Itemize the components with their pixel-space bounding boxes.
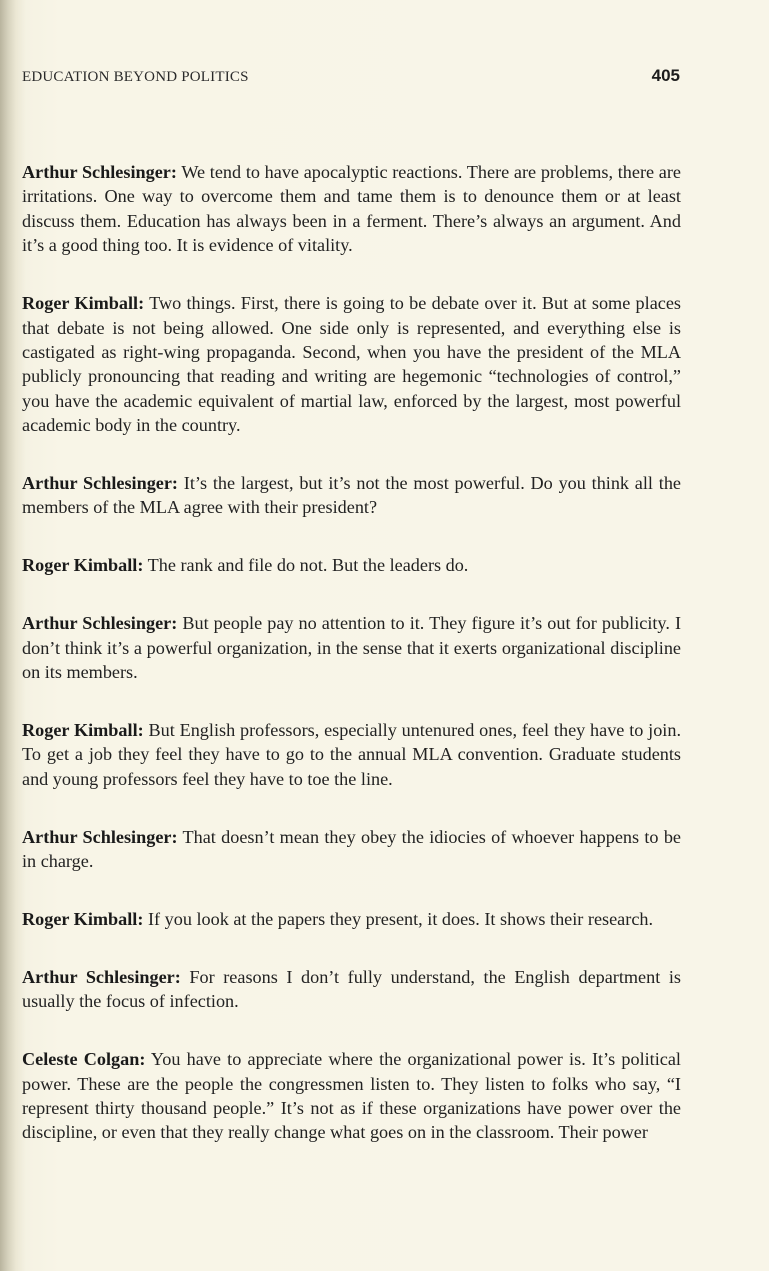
speaker-name: Arthur Schlesinger: <box>22 473 178 494</box>
speech-text: If you look at the papers they present, it does. It shows their research. <box>147 909 654 930</box>
speaker-name: Roger Kimball: <box>22 720 144 740</box>
speech-text: You have to appreciate where the organizational power is. It’s political power. These are the people the congressmen listen to. They listen to folks who say, “I represent thirty thousand people.” It’s not as if these organizations have power over the discipline, or even that they really change what goes on in the classroom. Their power <box>22 1049 681 1143</box>
exchange-paragraph <box>22 611 681 684</box>
exchange-paragraph <box>22 291 681 437</box>
exchange-paragraph <box>22 825 681 874</box>
speech-text: Two things. First, there is going to be debate over it. But at some places that debate is not being allowed. One side only is represented, and everything else is castigated as right-wing propaganda. Second, when you have the president of the MLA publicly pronouncing that reading and writing are hegemonic “technologies of control,” you have the academic equivalent of martial law, enforced by the largest, most powerful academic body in the country. <box>22 293 681 436</box>
speaker-name: Celeste Colgan: <box>22 1049 146 1070</box>
speaker-name: Arthur Schlesinger: <box>22 613 178 634</box>
running-title: EDUCATION BEYOND POLITICS <box>22 69 249 85</box>
speech-text: For reasons I don’t fully understand, the English department is usually the focus of infection. <box>22 966 681 1012</box>
speech-text: It’s the largest, but it’s not the most powerful. Do you think all the members of the MLA agree with their president? <box>22 473 681 518</box>
running-head <box>22 66 680 92</box>
speech-text: The rank and file do not. But the leaders do. <box>147 555 469 576</box>
speaker-name: Arthur Schlesinger: <box>22 162 177 182</box>
exchange-paragraph <box>22 1047 681 1145</box>
exchange-paragraph <box>22 907 681 931</box>
dialogue-body <box>22 160 681 1178</box>
speech-text: But people pay no attention to it. They figure it’s out for publicity. I don’t think it’s a powerful organization, in the sense that it exerts organizational discipline on its members. <box>22 613 682 683</box>
speech-text: But English professors, especially untenured ones, feel they have to join. To get a job they feel they have to go to the annual MLA convention. Graduate students and young professors feel they have to toe the line. <box>22 720 681 789</box>
exchange-paragraph <box>22 965 681 1014</box>
exchange-paragraph <box>22 718 681 791</box>
speaker-name: Arthur Schlesinger: <box>22 826 178 847</box>
speaker-name: Roger Kimball: <box>22 293 145 314</box>
speech-text: We tend to have apocalyptic reactions. There are problems, there are irritations. One way to overcome them and tame them is to denounce them or at least discuss them. Education has always been in a ferment. There’s always an argument. And it’s a good thing too. It is evidence of vitality. <box>22 162 682 256</box>
exchange-paragraph <box>22 160 681 258</box>
speech-text: That doesn’t mean they obey the idiocies of whoever happens to be in charge. <box>22 826 682 872</box>
speaker-name: Roger Kimball: <box>22 555 144 576</box>
page-number: 405 <box>651 66 680 85</box>
speaker-name: Arthur Schlesinger: <box>22 966 181 987</box>
exchange-paragraph <box>22 553 681 577</box>
exchange-paragraph <box>22 471 681 520</box>
speaker-name: Roger Kimball: <box>22 909 144 930</box>
